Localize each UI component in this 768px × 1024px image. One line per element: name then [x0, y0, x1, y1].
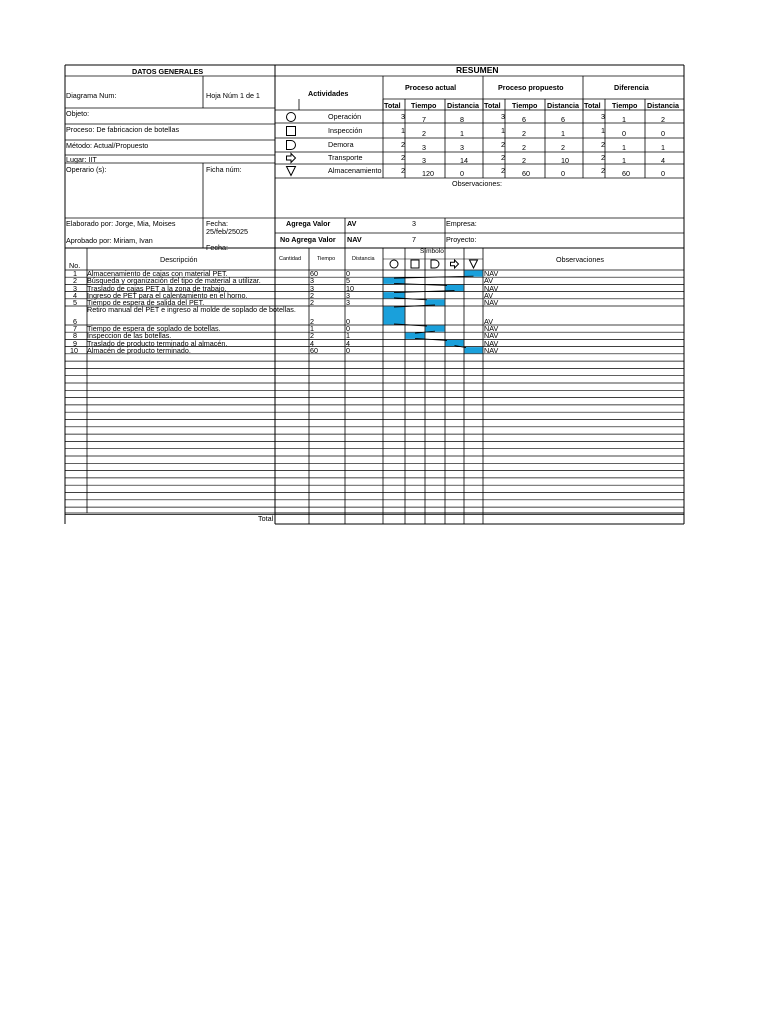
row-cantidad: 4: [310, 338, 314, 348]
triangle-down-icon: [287, 167, 296, 176]
no-agrega-valor-code: NAV: [347, 235, 362, 244]
summary-activity-name: Demora: [328, 140, 354, 149]
resumen-title: RESUMEN: [456, 65, 499, 75]
summary-activity-name: Almacenamiento: [328, 166, 382, 175]
summary-diferencia-total: 2: [601, 153, 605, 162]
symbol-marker: [406, 333, 425, 339]
row-cantidad: 2: [310, 317, 314, 326]
operario-label: Operario (s):: [66, 165, 107, 174]
row-distancia: 3: [346, 290, 350, 300]
summary-diferencia-tiempo: 1: [622, 143, 626, 152]
agrega-valor-code: AV: [347, 219, 357, 228]
row-observacion: AV: [484, 317, 494, 326]
summary-propuesto-tiempo: 2: [522, 129, 526, 138]
row-number: 1: [73, 269, 77, 279]
summary-propuesto-distancia: 10: [561, 156, 569, 165]
diferencia-total-header: Total: [584, 101, 601, 110]
tiempo-header: Tiempo: [317, 256, 336, 262]
summary-diferencia-tiempo: 60: [622, 169, 630, 178]
simbolo-circle-icon: [390, 260, 398, 268]
summary-diferencia-total: 2: [601, 166, 605, 175]
d-shape-icon: [287, 141, 296, 150]
row-observacion: NAV: [484, 283, 499, 293]
summary-diferencia-tiempo: 1: [622, 156, 626, 165]
row-cantidad: 60: [310, 345, 318, 355]
symbol-marker: [384, 307, 405, 325]
row-observacion: NAV: [484, 298, 499, 307]
empresa-label: Empresa:: [446, 219, 477, 228]
symbol-marker: [384, 292, 405, 298]
ficha-num-label: Ficha núm:: [206, 165, 242, 174]
simbolo-d-shape-icon: [431, 260, 439, 268]
summary-actual-distancia: 14: [460, 156, 468, 165]
summary-actual-total: 2: [401, 153, 405, 162]
distancia-header: Distancia: [352, 256, 375, 262]
summary-diferencia-tiempo: 0: [622, 129, 626, 138]
summary-propuesto-total: 1: [501, 126, 505, 135]
observaciones-header: Observaciones: [556, 255, 604, 264]
summary-diferencia-distancia: 2: [661, 115, 665, 124]
aprobado-label: Aprobado por: Miriam, Ivan: [66, 236, 153, 245]
proceso-actual-header: Proceso actual: [405, 83, 457, 92]
row-cantidad: 1: [310, 324, 314, 334]
summary-propuesto-tiempo: 2: [522, 156, 526, 165]
row-cantidad: 3: [310, 283, 314, 293]
summary-propuesto-distancia: 0: [561, 169, 565, 178]
summary-actual-tiempo: 3: [422, 156, 426, 165]
row-distancia: 1: [346, 331, 350, 341]
arrow-right-icon: [287, 154, 296, 163]
row-observacion: NAV: [484, 324, 499, 334]
no-agrega-valor-label: No Agrega Valor: [280, 235, 336, 244]
summary-propuesto-distancia: 1: [561, 129, 565, 138]
summary-propuesto-total: 2: [501, 166, 505, 175]
row-distancia: 5: [346, 276, 350, 286]
simbolo-arrow-right-icon: [451, 260, 459, 268]
summary-diferencia-total: 2: [601, 140, 605, 149]
agrega-valor-label: Agrega Valor: [286, 219, 331, 228]
row-description: Tiempo de espera de soplado de botellas.: [87, 324, 221, 334]
hoja-num-label: Hoja Núm 1 de 1: [206, 91, 260, 100]
row-observacion: NAV: [484, 338, 499, 348]
summary-actual-total: 2: [401, 140, 405, 149]
summary-propuesto-distancia: 6: [561, 115, 565, 124]
proyecto-label: Proyecto:: [446, 235, 477, 244]
row-cantidad: 2: [310, 331, 314, 341]
row-number: 6: [73, 317, 77, 326]
fecha2-label: Fecha:: [206, 243, 228, 252]
metodo-label: Método: Actual/Propuesto: [66, 141, 149, 150]
row-number: 3: [73, 283, 77, 293]
row-description: Tiempo de espera de salida del PET.: [87, 298, 205, 307]
datos-generales-title: DATOS GENERALES: [132, 67, 204, 76]
row-cantidad: 2: [310, 290, 314, 300]
summary-activity-name: Transporte: [328, 153, 363, 162]
simbolo-square-icon: [411, 260, 419, 268]
circle-icon: [287, 113, 296, 122]
row-distancia: 0: [346, 317, 350, 326]
diferencia-header: Diferencia: [614, 83, 649, 92]
row-description: Traslado de cajas PET a la zona de trabajo.: [87, 283, 227, 293]
summary-actual-tiempo: 7: [422, 115, 426, 124]
symbol-marker: [384, 278, 405, 284]
actual-tiempo-header: Tiempo: [411, 101, 437, 110]
row-number: 5: [73, 298, 77, 307]
row-cantidad: 3: [310, 276, 314, 286]
summary-propuesto-total: 2: [501, 153, 505, 162]
no-agrega-valor-count: 7: [412, 235, 416, 244]
no-header: No.: [69, 261, 81, 270]
simbolo-triangle-down-icon: [470, 260, 478, 268]
elaborado-label: Elaborado por: Jorge, Mia, Moises: [66, 219, 176, 228]
row-number: 4: [73, 290, 77, 300]
row-distancia: 0: [346, 324, 350, 334]
summary-actual-tiempo: 120: [422, 169, 434, 178]
objeto-label: Objeto:: [66, 109, 90, 118]
row-description: Búsqueda y organización del tipo de material a utilizar.: [87, 276, 261, 286]
actual-distancia-header: Distancia: [447, 101, 479, 110]
actual-total-header: Total: [384, 101, 401, 110]
summary-activity-name: Inspección: [328, 126, 363, 135]
diferencia-tiempo-header: Tiempo: [612, 101, 638, 110]
row-observacion: AV: [484, 290, 494, 300]
row-number: 7: [73, 324, 77, 334]
symbol-marker: [465, 271, 483, 277]
symbol-marker: [465, 347, 483, 353]
row-observacion: AV: [484, 276, 494, 286]
summary-propuesto-tiempo: 2: [522, 143, 526, 152]
row-distancia: 10: [346, 283, 354, 293]
row-description: Traslado de producto terminado al almacén.: [87, 338, 228, 348]
summary-actual-distancia: 1: [460, 129, 464, 138]
square-icon: [287, 127, 296, 136]
summary-actual-distancia: 8: [460, 115, 464, 124]
row-description: Almacén de producto terminado.: [87, 345, 191, 355]
summary-activity-name: Operación: [328, 112, 362, 121]
row-number: 10: [70, 345, 78, 355]
symbol-marker: [426, 326, 445, 332]
row-number: 2: [73, 276, 77, 286]
summary-actual-total: 3: [401, 112, 405, 121]
row-description: Almacenamiento de cajas con material PET.: [87, 269, 228, 279]
simbolo-header: Símbolo: [420, 248, 444, 255]
summary-diferencia-total: 3: [601, 112, 605, 121]
row-cantidad: 60: [310, 269, 318, 279]
summary-diferencia-distancia: 4: [661, 156, 665, 165]
summary-diferencia-distancia: 1: [661, 143, 665, 152]
proceso-label: Proceso: De fabricacion de botellas: [66, 125, 180, 134]
row-description: Retiro manual del PET e ingreso al molde de soplado de botellas.: [87, 305, 296, 315]
summary-diferencia-total: 1: [601, 126, 605, 135]
propuesto-distancia-header: Distancia: [547, 101, 579, 110]
fecha-label: Fecha:: [206, 219, 228, 228]
summary-propuesto-tiempo: 60: [522, 169, 530, 178]
observaciones-label: Observaciones:: [452, 179, 502, 188]
summary-diferencia-tiempo: 1: [622, 115, 626, 124]
row-number: 8: [73, 331, 77, 341]
actividades-header: Actividades: [308, 89, 349, 98]
row-description: Inspeccion de las botellas.: [87, 331, 172, 341]
row-observacion: NAV: [484, 269, 499, 279]
lugar-label: Lugar: IIT: [66, 155, 97, 164]
row-cantidad: 2: [310, 298, 314, 307]
summary-actual-tiempo: 3: [422, 143, 426, 152]
summary-actual-total: 1: [401, 126, 405, 135]
symbol-marker: [426, 299, 445, 305]
summary-propuesto-total: 3: [501, 112, 505, 121]
symbol-marker: [446, 285, 464, 291]
summary-propuesto-distancia: 2: [561, 143, 565, 152]
propuesto-total-header: Total: [484, 101, 501, 110]
row-number: 9: [73, 338, 77, 348]
row-distancia: 3: [346, 298, 350, 307]
agrega-valor-count: 3: [412, 219, 416, 228]
cantidad-header: Cantidad: [279, 256, 302, 262]
row-observacion: NAV: [484, 345, 499, 355]
row-description: Ingreso de PET para el calentamiento en el horno.: [87, 290, 248, 300]
summary-propuesto-total: 2: [501, 140, 505, 149]
summary-actual-tiempo: 2: [422, 129, 426, 138]
diferencia-distancia-header: Distancia: [647, 101, 679, 110]
fecha-value: 25/feb/25025: [206, 227, 248, 236]
diagrama-num-label: Diagrama Num:: [66, 91, 117, 100]
proceso-propuesto-header: Proceso propuesto: [498, 83, 564, 92]
summary-actual-total: 2: [401, 166, 405, 175]
row-distancia: 0: [346, 345, 350, 355]
summary-actual-distancia: 0: [460, 169, 464, 178]
summary-diferencia-distancia: 0: [661, 129, 665, 138]
row-observacion: NAV: [484, 331, 499, 341]
descripcion-header: Descripción: [160, 255, 198, 264]
total-label: Total: [258, 514, 274, 523]
summary-diferencia-distancia: 0: [661, 169, 665, 178]
summary-actual-distancia: 3: [460, 143, 464, 152]
summary-propuesto-tiempo: 6: [522, 115, 526, 124]
propuesto-tiempo-header: Tiempo: [512, 101, 538, 110]
row-distancia: 4: [346, 338, 350, 348]
symbol-marker: [446, 340, 464, 346]
row-distancia: 0: [346, 269, 350, 279]
